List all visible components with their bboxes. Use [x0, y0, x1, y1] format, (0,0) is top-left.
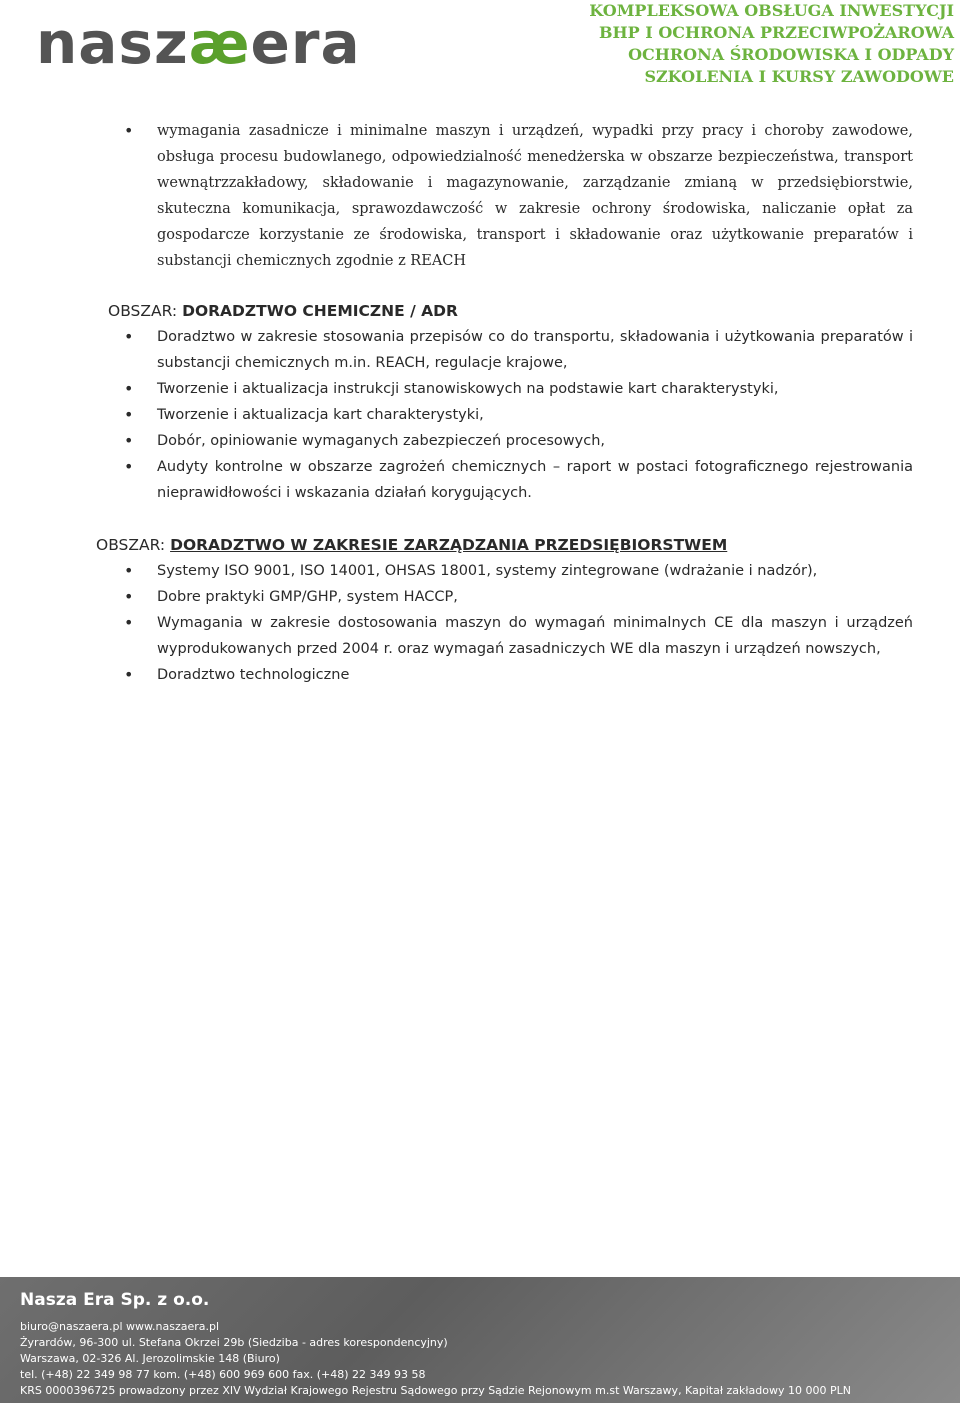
section-heading-management: [0, 532, 960, 558]
logo-text-part2: era: [250, 9, 361, 77]
footer-line: KRS 0000396725 prowadzony przez XIV Wydział Krajowego Rejestru Sądowego przy Sądzie Rejonowym m.st Warszawy, Kapitał zakładowy 10 000 PLN: [20, 1384, 851, 1397]
footer-line: Żyrardów, 96-300 ul. Stefana Okrzei 29b (Siedziba - adres korespondencyjny): [20, 1336, 448, 1349]
section-title: DORADZTWO CHEMICZNE / ADR: [182, 302, 458, 320]
list-item: • Systemy ISO 9001, ISO 14001, OHSAS 18001, systemy zintegrowane (wdrażanie i nadzór),: [0, 558, 960, 584]
footer-line: biuro@naszaera.pl www.naszaera.pl: [20, 1320, 220, 1333]
list-item: • Wymagania w zakresie dostosowania maszyn do wymagań minimalnych CE dla maszyn i urządzeń wyprodukowanych przed 2004 r. oraz wymagań zasadniczych WE dla maszyn i urządzeń nowszych,: [0, 610, 960, 662]
list-item: • Doradztwo technologiczne: [0, 662, 960, 688]
page-footer: [0, 1277, 960, 1403]
section-prefix: OBSZAR:: [96, 536, 171, 554]
footer-line: tel. (+48) 22 349 98 77 kom. (+48) 600 969 600 fax. (+48) 22 349 93 58: [20, 1368, 426, 1381]
management-list: [0, 558, 960, 688]
footer-company-name: Nasza Era Sp. z o.o.: [20, 1290, 210, 1310]
header-tagline: [589, 0, 954, 88]
logo-text-part1: nasz: [36, 9, 189, 77]
list-item: • Dobór, opiniowanie wymaganych zabezpieczeń procesowych,: [0, 428, 960, 454]
intro-list: [0, 118, 960, 274]
section-heading-chemical: [0, 298, 960, 324]
footer-line: Warszawa, 02-326 Al. Jerozolimskie 148 (Biuro): [20, 1352, 280, 1365]
list-item: • Tworzenie i aktualizacja kart charakterystyki,: [0, 402, 960, 428]
document-body: [0, 118, 960, 688]
footer-contact-lines: [20, 1319, 851, 1399]
company-logo: [36, 9, 361, 77]
logo-text-ae: æ: [188, 9, 251, 77]
tagline-line: SZKOLENIA I KURSY ZAWODOWE: [644, 67, 954, 86]
list-item: • Dobre praktyki GMP/GHP, system HACCP,: [0, 584, 960, 610]
tagline-line: BHP I OCHRONA PRZECIWPOŻAROWA: [599, 23, 954, 42]
list-item: • Doradztwo w zakresie stosowania przepisów co do transportu, składowania i użytkowania preparatów i substancji chemicznych m.in. REACH, regulacje krajowe,: [0, 324, 960, 376]
tagline-line: OCHRONA ŚRODOWISKA I ODPADY: [628, 45, 954, 64]
list-item: • wymagania zasadnicze i minimalne maszyn i urządzeń, wypadki przy pracy i choroby zawodowe, obsługa procesu budowlanego, odpowiedzialność menedżerska w obszarze bezpieczeństwa, transport wewnątrzzakładowy, składowanie i magazynowanie, zarządzanie zmianą w przedsiębiorstwie, skuteczna komunikacja, sprawozdawczość w zakresie ochrony środowiska, naliczanie opłat za gospodarcze korzystanie ze środowiska, transport i składowanie oraz użytkowanie preparatów i substancji chemicznych zgodnie z REACH: [0, 118, 960, 274]
chemical-list: [0, 324, 960, 506]
list-item: • Audyty kontrolne w obszarze zagrożeń chemicznych – raport w postaci fotograficznego rejestrowania nieprawidłowości i wskazania działań korygujących.: [0, 454, 960, 506]
section-title: DORADZTWO W ZAKRESIE ZARZĄDZANIA PRZEDSIĘBIORSTWEM: [170, 536, 728, 554]
tagline-line: KOMPLEKSOWA OBSŁUGA INWESTYCJI: [589, 1, 954, 20]
list-item: • Tworzenie i aktualizacja instrukcji stanowiskowych na podstawie kart charakterystyki,: [0, 376, 960, 402]
section-prefix: OBSZAR:: [108, 302, 183, 320]
